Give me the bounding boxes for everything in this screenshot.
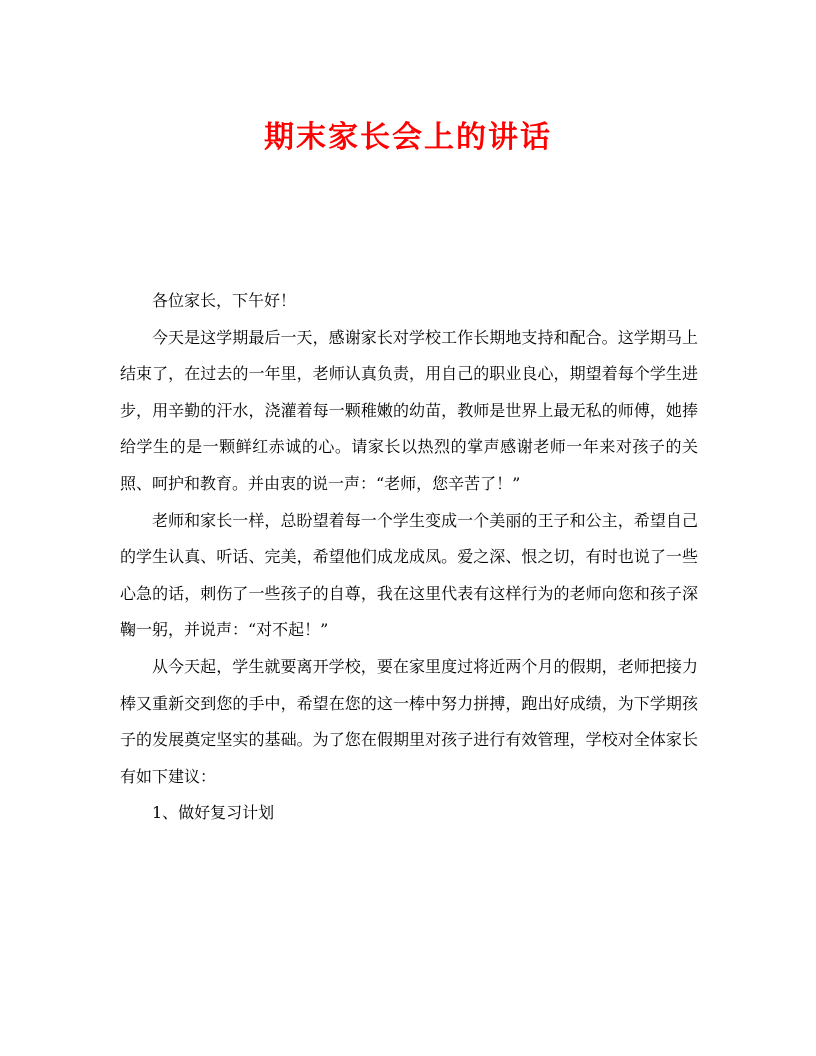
paragraph-suggestions: 从今天起，学生就要离开学校，要在家里度过将近两个月的假期，老师把接力棒又重新交到您的手中，希望在您的这一棒中努力拼搏，跑出好成绩，为下学期孩子的发展奠定坚实的基础。为了您在假期里对孩子进行有效管理，学校对全体家长有如下建议： [120, 656, 698, 786]
document-title: 期末家长会上的讲话 [264, 120, 552, 155]
paragraph-thanks: 今天是这学期最后一天，感谢家长对学校工作长期地支持和配合。这学期马上结束了，在过去的一年里，老师认真负责，用自己的职业良心，期望着每个学生进步，用辛勤的汗水，浇灌着每一颗稚嫩的幼苗，教师是世界上最无私的师傅，她捧给学生的是一颗鲜红赤诚的心。请家长以热烈的掌声感谢老师一年来对孩子的关照、呵护和教育。并由衷的说一声：“老师，您辛苦了！” [120, 327, 698, 493]
paragraph-item-1: 1、做好复习计划 [152, 803, 275, 823]
paragraph-apology: 老师和家长一样，总盼望着每一个学生变成一个美丽的王子和公主，希望自己的学生认真、听话、完美，希望他们成龙成凤。爱之深、恨之切，有时也说了一些心急的话，刺伤了一些孩子的自尊，我在这里代表有这样行为的老师向您和孩子深鞠一躬，并说声：“对不起！” [120, 510, 698, 640]
paragraph-greeting: 各位家长，下午好！ [152, 291, 297, 310]
document-body [120, 283, 698, 832]
